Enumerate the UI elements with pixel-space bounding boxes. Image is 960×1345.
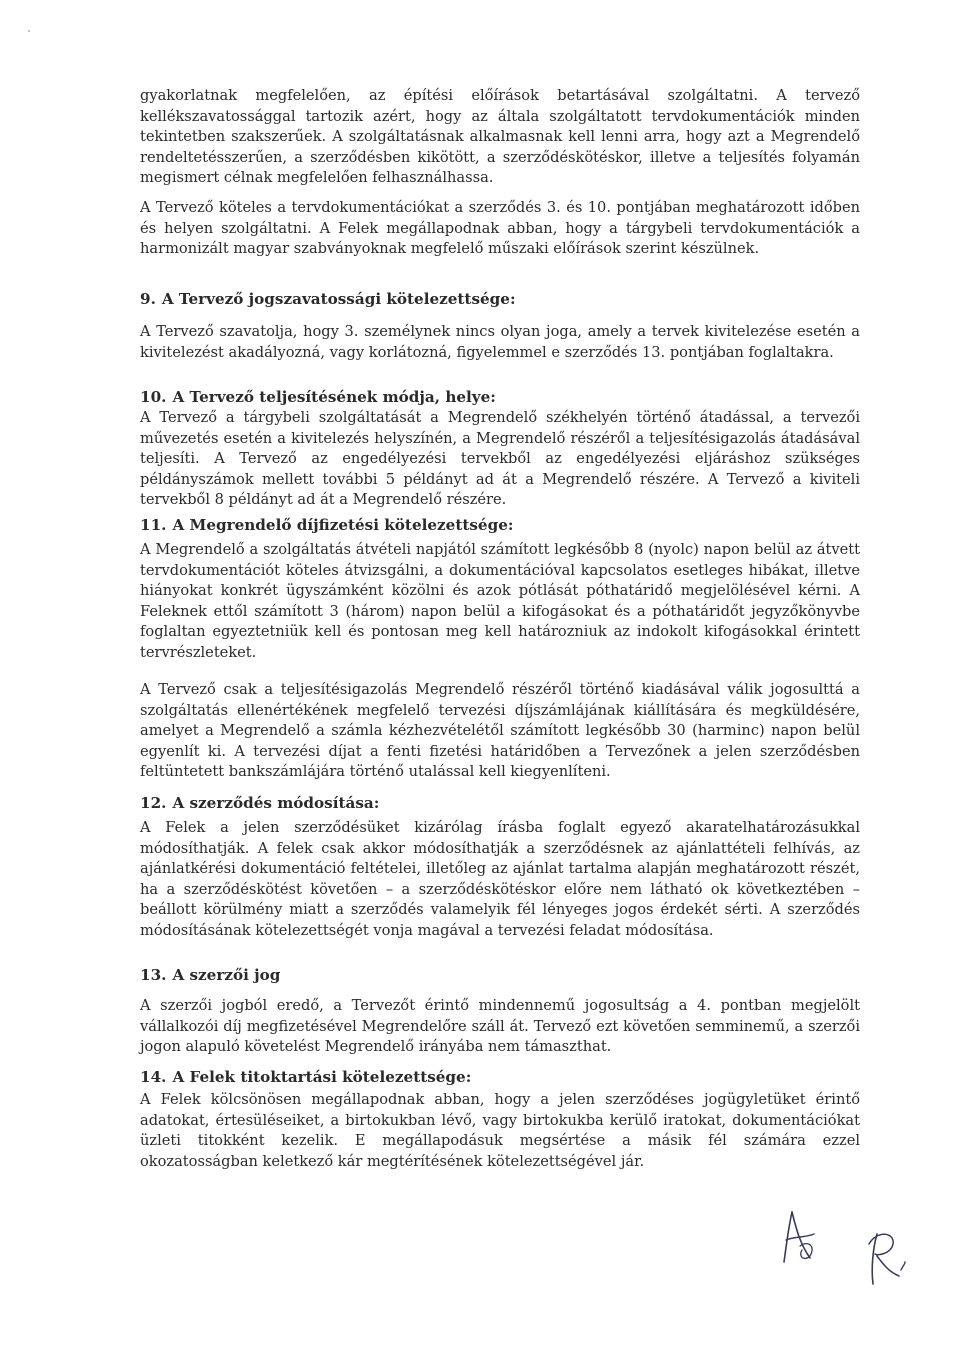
paragraph-intro-1: gyakorlatnak megfelelően, az építési előírások betartásával szolgáltatni. A tervező kellékszavatossággal tartozik azért, hogy az általa szolgáltatott tervdokumentációk minden tekintetben szakszerűek. A szolgáltatásnak alkalmasnak kell lenni arra, hogy azt a Megrendelő rendeltetésszerűen, a szerződésben kikötött, a szerződéskötéskor, illetve a teljesítés folyamán megismert célnak megfelelően felhasználhassa.	[140, 87, 860, 187]
initials-signature-r	[855, 1222, 915, 1292]
section-number: 13.	[140, 966, 167, 984]
section-title: A Megrendelő díjfizetési kötelezettsége:	[172, 516, 514, 534]
section-title: A Felek titoktartási kötelezettsége:	[172, 1068, 472, 1086]
section-9-paragraph: A Tervező szavatolja, hogy 3. személynek nincs olyan joga, amely a tervek kivitelezése esetén a kivitelezést akadályozná, vagy korlátozná, figyelemmel e szerződés 13. pontjában foglaltakra.	[140, 323, 860, 361]
section-10-paragraph: A Tervező a tárgybeli szolgáltatását a Megrendelő székhelyén történő átadással, a tervezői művezetés esetén a kivitelezés helyszínén, a Megrendelő részéről a teljesítésigazolás átadásával teljesíti. A Tervező az engedélyezési tervekből az engedélyezési eljáráshoz szükséges példányszámok mellett további 5 példányt ad át a Megrendelő részére. A Tervező a kiviteli tervekből 8 példányt ad át a Megrendelő részére.	[140, 409, 860, 509]
scan-speck	[28, 30, 30, 32]
section-10-heading	[140, 388, 496, 406]
section-title: A szerződés módosítása:	[172, 794, 380, 812]
section-number: 10.	[140, 388, 167, 406]
section-12-paragraph: A Felek a jelen szerződésüket kizárólag írásba foglalt egyező akaratelhatározásukkal módosíthatják. A felek csak akkor módosíthatják a szerződésnek az ajánlattételi felhívás, az ajánlatkérési dokumentáció feltételei, illetőleg az ajánlat tartalma alapján meghatározott részét, ha a szerződéskötést követően – a szerződéskötéskor előre nem látható ok következtében – beállott körülmény miatt a szerződés valamelyik fél lényeges jogos érdekét sérti. A szerződés módosításának kötelezettségét vonja magával a tervezési feladat módosítása.	[140, 819, 860, 939]
section-11-paragraph-2: A Tervező csak a teljesítésigazolás Megrendelő részéről történő kiadásával válik jogosulttá a szolgáltatás ellenértékének megfelelő tervezési díjszámlájának kiállítására és megküldésére, amelyet a Megrendelő a számla kézhezvételétől számított legkésőbb 30 (harminc) napon belül egyenlít ki. A tervezési díjat a fenti fizetési határidőben a Tervezőnek a jelen szerződésben feltüntetett bankszámlájára történő utalással kell kiegyenlíteni.	[140, 681, 860, 781]
section-number: 14.	[140, 1068, 167, 1086]
section-title: A Tervező jogszavatossági kötelezettsége:	[161, 290, 516, 308]
section-13-paragraph: A szerzői jogból eredő, a Tervezőt érintő mindennemű jogosultság a 4. pontban megjelölt vállalkozói díj megfizetésével Megrendelőre száll át. Tervező ezt követően semminemű, a szerzői jogon alapuló követelést Megrendelő irányába nem támaszthat.	[140, 997, 860, 1056]
section-number: 11.	[140, 516, 167, 534]
section-13-heading	[140, 966, 280, 984]
section-14-heading	[140, 1068, 471, 1086]
paragraph-intro-2: A Tervező köteles a tervdokumentációkat a szerződés 3. és 10. pontjában meghatározott időben és helyen szolgáltatni. A Felek megállapodnak abban, hogy a tárgybeli tervdokumentációk a harmonizált magyar szabványoknak megfelelő műszaki előírások szerint készülnek.	[140, 199, 860, 258]
section-11-paragraph-1: A Megrendelő a szolgáltatás átvételi napjától számított legkésőbb 8 (nyolc) napon belül az átvett tervdokumentációt köteles átvizsgálni, a dokumentációval kapcsolatos esetleges hibákat, illetve hiányokat konkrét ügyszámként közölni és azok pótlását póthatáridő megjelölésével kérni. A Feleknek ettől számított 3 (három) napon belül a kifogásokat és a póthatáridőt jegyzőkönyvbe foglaltan egyeztetniük kell és pontosan meg kell határozniuk az indokolt kifogásokkal érintett tervrészleteket.	[140, 541, 860, 661]
section-number: 9.	[140, 290, 156, 308]
section-14-paragraph: A Felek kölcsönösen megállapodnak abban, hogy a jelen szerződéses jogügyletüket érintő adatokat, értesüléseiket, a birtokukban lévő, vagy birtokukba kerülő iratokat, dokumentációkat üzleti titokként kezelik. E megállapodásuk megsértése a másik fél számára ezzel okozatosságban keletkező kár megtérítésének kötelezettségével jár.	[140, 1091, 860, 1170]
initials-signature-a	[770, 1200, 830, 1270]
section-11-heading	[140, 516, 513, 534]
section-9-heading	[140, 290, 516, 308]
section-number: 12.	[140, 794, 167, 812]
section-12-heading	[140, 794, 379, 812]
section-title: A Tervező teljesítésének módja, helye:	[172, 388, 496, 406]
section-title: A szerzői jog	[172, 966, 281, 984]
